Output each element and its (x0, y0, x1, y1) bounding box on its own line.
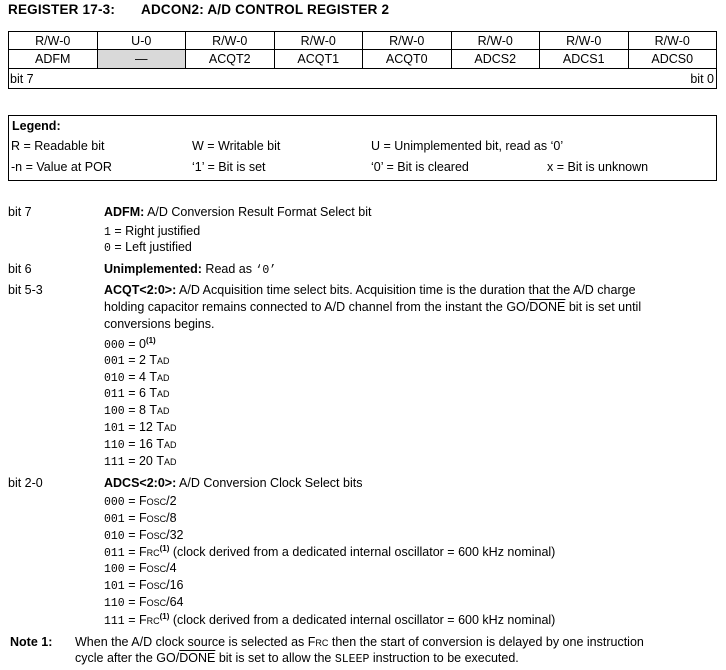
bit-low-label: bit 0 (690, 71, 714, 86)
note-label: Note 1: (10, 635, 53, 649)
bit7-heading: ADFM: A/D Conversion Result Format Select bit (104, 205, 372, 219)
access-cell: R/W-0 (628, 32, 717, 50)
option-item: 110 = 16 Tad (104, 436, 177, 452)
option-item: 010 = 4 Tad (104, 369, 170, 385)
access-row (9, 32, 717, 50)
option-item: 111 = Frc$^{(1)}$ (clock derived from a dedicated internal oscillator = 600 kHz nominal) (104, 611, 556, 628)
bit-high-label: bit 7 (10, 71, 34, 86)
bit7-option: 1 = Right justified (104, 224, 201, 239)
option-item: 011 = Frc$^{(1)}$ (clock derived from a dedicated internal oscillator = 600 kHz nominal) (104, 544, 556, 561)
bit-name-row (9, 50, 717, 69)
bit7-label: bit 7 (8, 205, 32, 219)
note-text-line: cycle after the GO/DONE bit is set to allow the SLEEP instruction to be executed. (75, 651, 519, 666)
bit-name-cell: ADCS0 (628, 50, 717, 69)
option-item: 010 = Fosc/32 (104, 527, 184, 543)
option-item: 100 = Fosc/4 (104, 561, 177, 577)
legend-item: ‘0’ = Bit is cleared (371, 160, 469, 174)
legend-box (8, 115, 717, 181)
access-cell: R/W-0 (274, 32, 363, 50)
register-number: REGISTER 17-3: (8, 2, 116, 17)
option-item: 101 = 12 Tad (104, 420, 177, 435)
register-title (8, 2, 389, 17)
option-item: 011 = 6 Tad (104, 386, 170, 402)
option-item: 110 = Fosc/64 (104, 594, 184, 610)
option-item: $000 = 0^{(1)}$ (104, 336, 156, 353)
option-item: 101 = Fosc/16 (104, 578, 184, 593)
bit-index-row (9, 69, 717, 89)
option-item: 111 = 20 Tad (104, 453, 177, 469)
legend-item: W = Writable bit (192, 139, 281, 153)
register-name: ADCON2: A/D CONTROL REGISTER 2 (141, 2, 390, 17)
option-item: 001 = Fosc/8 (104, 510, 177, 526)
legend-title: Legend: (12, 119, 61, 133)
legend-item: R = Readable bit (11, 139, 105, 153)
option-item: 100 = 8 Tad (104, 403, 170, 419)
bit6-heading: Unimplemented: Read as ‘0’ (104, 262, 277, 277)
legend-item: x = Bit is unknown (547, 160, 649, 174)
bit53-desc-line: conversions begins. (104, 317, 215, 331)
access-cell: R/W-0 (9, 32, 98, 50)
bit-name-cell-unimplemented: — (97, 50, 186, 69)
legend-item: U = Unimplemented bit, read as ‘0’ (371, 139, 564, 153)
option-item: 001 = 2 Tad (104, 352, 170, 368)
access-cell: R/W-0 (363, 32, 452, 50)
legend-item: ‘1’ = Bit is set (192, 160, 266, 174)
bit53-desc-line: holding capacitor remains connected to A/D channel from the instant the GO/DONE bit is set until (104, 300, 642, 314)
register-bit-table (8, 31, 717, 89)
access-cell: U-0 (97, 32, 186, 50)
note-text-line: When the A/D clock source is selected as Frc then the start of conversion is delayed by one instruction (75, 635, 644, 649)
access-cell: R/W-0 (186, 32, 275, 50)
bit53-label: bit 5-3 (8, 283, 43, 297)
access-cell: R/W-0 (540, 32, 629, 50)
bit-name-cell: ACQT0 (363, 50, 452, 69)
bit-name-cell: ACQT2 (186, 50, 275, 69)
bit-name-cell: ADFM (9, 50, 98, 69)
option-item: 000 = Fosc/2 (104, 494, 177, 509)
bit20-label: bit 2-0 (8, 476, 43, 490)
bit7-option: 0 = Left justified (104, 240, 192, 255)
legend-item: -n = Value at POR (11, 160, 112, 174)
bit53-heading: ACQT<2:0>: A/D Acquisition time select bits. Acquisition time is the duration that the A/D charge (104, 283, 636, 297)
bit-name-cell: ADCS1 (540, 50, 629, 69)
bit-name-cell: ADCS2 (451, 50, 540, 69)
bit20-heading: ADCS<2:0>: A/D Conversion Clock Select bits (104, 476, 363, 490)
bit6-label: bit 6 (8, 262, 32, 276)
bit-name-cell: ACQT1 (274, 50, 363, 69)
access-cell: R/W-0 (451, 32, 540, 50)
